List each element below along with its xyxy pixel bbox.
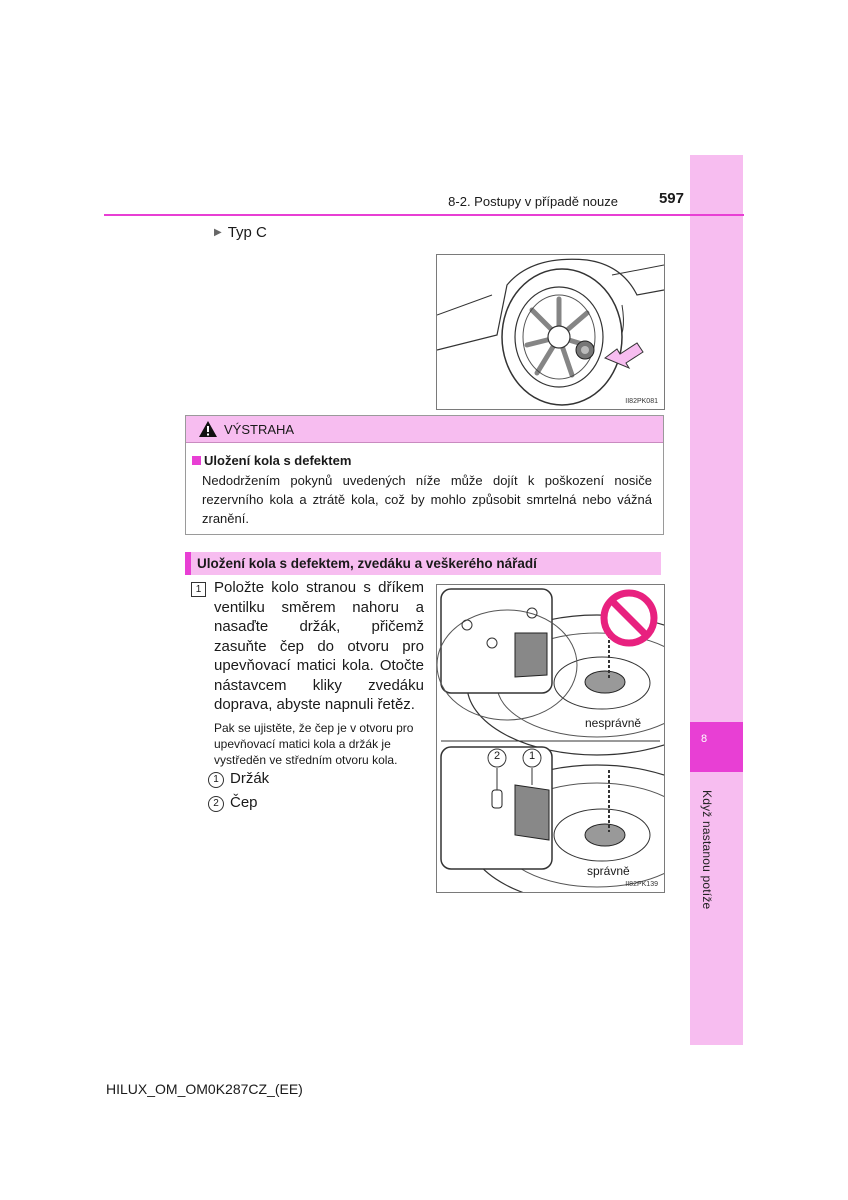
label-wrong: nesprávně (585, 716, 642, 730)
step-note: Pak se ujistěte, že čep je v otvoru pro upevňovací matici kola a držák je vystředěn ve středním otvoru kola. (214, 721, 414, 767)
warning-header (186, 416, 663, 443)
figure-wheel-type-c (436, 254, 665, 410)
section-heading (185, 552, 661, 575)
triangle-bullet-icon: ▶ (214, 227, 222, 238)
wheel-illustration (437, 255, 664, 409)
callout-1-label: 1 (528, 750, 536, 762)
warning-subtitle (192, 453, 351, 468)
page-number: 597 (658, 190, 684, 207)
warning-subtitle-text: Uložení kola s defektem (204, 453, 352, 468)
chapter-number: 8 (700, 733, 708, 745)
warning-box (185, 415, 664, 535)
header-divider (104, 214, 744, 216)
callout-number: 2 (208, 796, 224, 812)
figure-code: II82PK081 (625, 398, 658, 405)
section-heading-text: Uložení kola s defektem, zvedáku a veškerého nářadí (197, 556, 537, 571)
type-label-text: Typ C (227, 224, 267, 241)
warning-triangle-icon (198, 420, 218, 438)
step-text: Položte kolo stranou s dříkem ventilku směrem nahoru a nasaďte držák, přičemž zasuňte čep do otvoru pro upevňovací matici kola. Otočte nástavcem kliky zvedáku doprava, abyste napnuli řetěz. (214, 579, 424, 713)
type-label (214, 224, 267, 241)
step-number: 1 (191, 582, 206, 597)
figure-code: II82PK139 (625, 881, 658, 888)
warning-body: Nedodržením pokynů uvedených níže může dojít k poškození nosiče rezervního kola a ztrátě kola, což by mohlo způsobit smrtelná nebo vážná zranění. (202, 473, 652, 526)
chapter-label: Když nastanou potíže (700, 790, 714, 910)
figure-storing-wheel (436, 584, 665, 893)
label-right: správně (587, 864, 630, 878)
warning-title: VÝSTRAHA (224, 422, 295, 437)
callout-number: 1 (208, 772, 224, 788)
legend-label: Držák (230, 770, 270, 787)
callout-2-label: 2 (493, 750, 501, 762)
wheel-storage-illustration (437, 585, 664, 892)
legend-item-1 (208, 770, 269, 788)
chapter-number-block (690, 722, 743, 772)
legend-label: Čep (230, 794, 258, 811)
section-title: 8-2. Postupy v případě nouze (448, 194, 618, 209)
square-bullet-icon (192, 456, 201, 465)
footer-doc-code: HILUX_OM_OM0K287CZ_(EE) (106, 1081, 303, 1097)
section-heading-bar (185, 552, 191, 575)
legend-item-2 (208, 794, 258, 812)
